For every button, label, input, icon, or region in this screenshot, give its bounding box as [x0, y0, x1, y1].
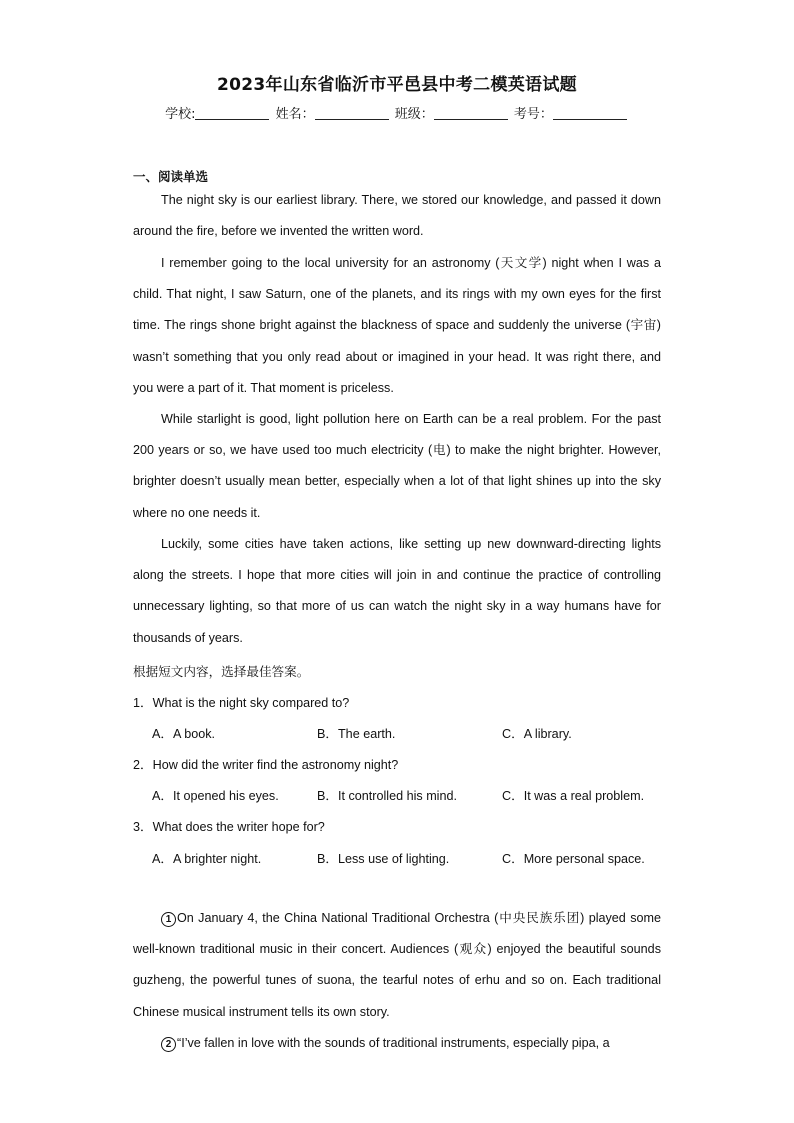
passage1-paragraph-1 — [133, 185, 661, 247]
instruction: 根据短文内容，选择最佳答案。 — [133, 665, 310, 679]
circled-number-2: 2 — [161, 1037, 176, 1052]
page-title: 2023年山东省临沂市平邑县中考二模英语试题 — [217, 75, 577, 95]
question-1-option-c[interactable]: C．A library. — [502, 727, 572, 741]
passage2-paragraph-2 — [133, 1028, 661, 1059]
circled-number-1: 1 — [161, 912, 176, 927]
passage1-paragraph-4-text: Luckily, some cities have taken actions, like setting up new downward-directing lights along the streets. I hope that more cities will join in and continue the practice of controlling unnecessary lighting, so that more of us can watch the night sky in a way humans have for thousands of years. — [133, 537, 661, 645]
section-title: 一、阅读单选 — [133, 169, 209, 184]
passage1-paragraph-1-text: The night sky is our earliest library. There, we stored our knowledge, and passed it down around the fire, before we invented the written word. — [133, 193, 661, 239]
passage1-paragraph-4 — [133, 529, 661, 654]
question-1-option-b[interactable]: B．The earth. — [317, 727, 396, 741]
question-3-stem: 3．What does the writer hope for? — [133, 820, 325, 834]
passage2-paragraph-2-text: “I’ve fallen in love with the sounds of traditional instruments, especially pipa, a — [177, 1036, 610, 1050]
passage1-paragraph-2 — [133, 248, 661, 404]
passage1-paragraph-3-text: While starlight is good, light pollution here on Earth can be a real problem. For the past 200 years or so, we have used too much electricity (电) to make the night brighter. However, brighter doesn’t usually mean better, especially when a lot of that light shines up into the sky where no one needs it. — [133, 412, 661, 520]
question-2-option-c[interactable]: C．It was a real problem. — [502, 789, 645, 803]
name-label: 姓名： — [275, 107, 315, 122]
class-label: 班级： — [394, 107, 434, 122]
passage2-paragraph-1 — [133, 903, 661, 1028]
passage1-paragraph-3 — [133, 404, 661, 529]
question-2-stem: 2．How did the writer find the astronomy night? — [133, 758, 399, 772]
question-2-option-a[interactable]: A．It opened his eyes. — [152, 789, 279, 803]
question-2-option-b[interactable]: B．It controlled his mind. — [317, 789, 457, 803]
school-label: 学校: — [165, 107, 196, 122]
class-blank[interactable] — [434, 107, 508, 120]
question-1-stem: 1．What is the night sky compared to? — [133, 696, 350, 710]
exam-no-blank[interactable] — [553, 107, 627, 120]
student-info-line — [0, 103, 794, 122]
question-1-option-a[interactable]: A．A book. — [152, 727, 216, 741]
passage2-paragraph-1-text: On January 4, the China National Traditional Orchestra (中央民族乐团) played some well-known traditional music in their concert. Audiences (观众) enjoyed the beautiful sounds guzheng, the powerful tunes of suona, the tearful notes of erhu and so on. Each traditional Chinese musical instrument tells its own story. — [133, 911, 661, 1019]
question-3-option-c[interactable]: C．More personal space. — [502, 852, 645, 866]
passage1-paragraph-2-text: I remember going to the local university for an astronomy (天文学) night when I was a child. That night, I saw Saturn, one of the planets, and its rings with my own eyes for the first time. The rings shone bright against the blackness of space and suddenly the universe (宇宙) wasn’t something that you only read about or imagined in your head. It was right there, and you were a part of it. That moment is priceless. — [133, 256, 661, 395]
school-blank[interactable] — [195, 107, 269, 120]
name-blank[interactable] — [315, 107, 389, 120]
exam-no-label: 考号： — [513, 107, 553, 122]
question-3-option-b[interactable]: B．Less use of lighting. — [317, 852, 450, 866]
question-3-option-a[interactable]: A．A brighter night. — [152, 852, 262, 866]
